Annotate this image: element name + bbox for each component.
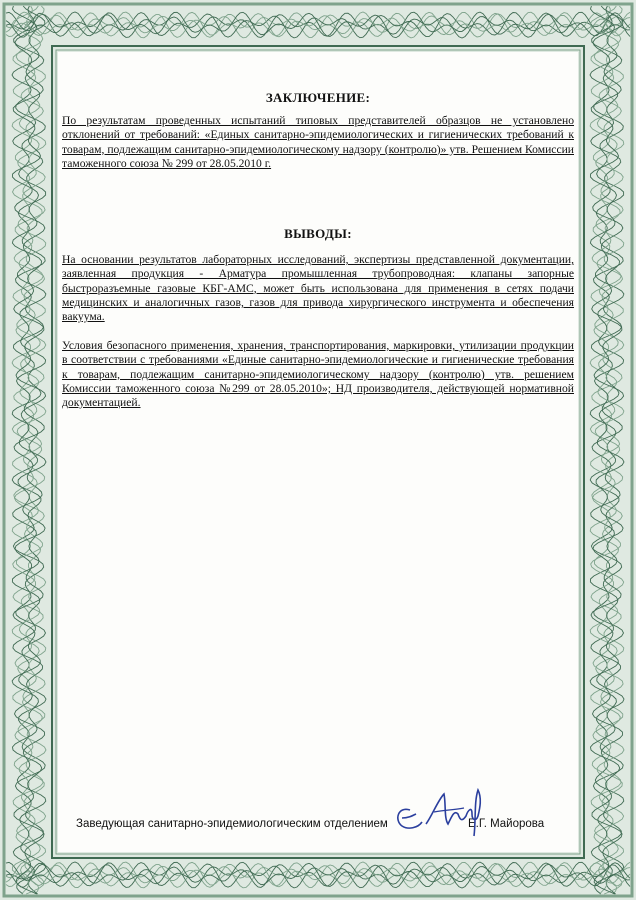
findings-paragraph-2: Условия безопасного применения, хранения, транспортирования, маркировки, утилизации продукции в соответствии с требованиями «Единые санитарно-эпидемиологические и гигиенические требования к товарам, подлежащим санитарно-эпидемиологическому надзору (контролю) утв. решением Комиссии таможенного союза №299 от 28.05.2010»; НД производителя, действующей нормативной документацией. [62, 339, 574, 410]
conclusion-heading: ЗАКЛЮЧЕНИЕ: [265, 90, 371, 105]
findings-paragraph-1: На основании результатов лабораторных исследований, экспертизы представленной документации, заявленная продукция - Арматура промышленная трубопроводная: клапаны запорные быстроразъемные газовые КБГ-АМС, может быть использована для применения в сетях подачи медицинских и аналогичных газов, газов для привода хирургического инструмента и обеспечения вакуума. [62, 253, 574, 324]
content-area [58, 52, 578, 852]
signature-line [76, 818, 586, 838]
signatory-position: Заведующая санитарно-эпидемиологическим отделением [76, 818, 388, 830]
handwritten-signature [388, 780, 498, 850]
findings-heading: ВЫВОДЫ: [284, 226, 352, 241]
conclusion-text: По результатам проведенных испытаний типовых представителей образцов не установлено отклонений от требований: «Единых санитарно-эпидемиологических и гигиенических требований к товарам, подлежащим санитарно-эпидемиологическому надзору (контролю)» утв. Решением Комиссии таможенного союза № 299 от 28.05.2010 г. [62, 114, 574, 170]
signatory-name: Е.Г. Майорова [468, 818, 545, 830]
